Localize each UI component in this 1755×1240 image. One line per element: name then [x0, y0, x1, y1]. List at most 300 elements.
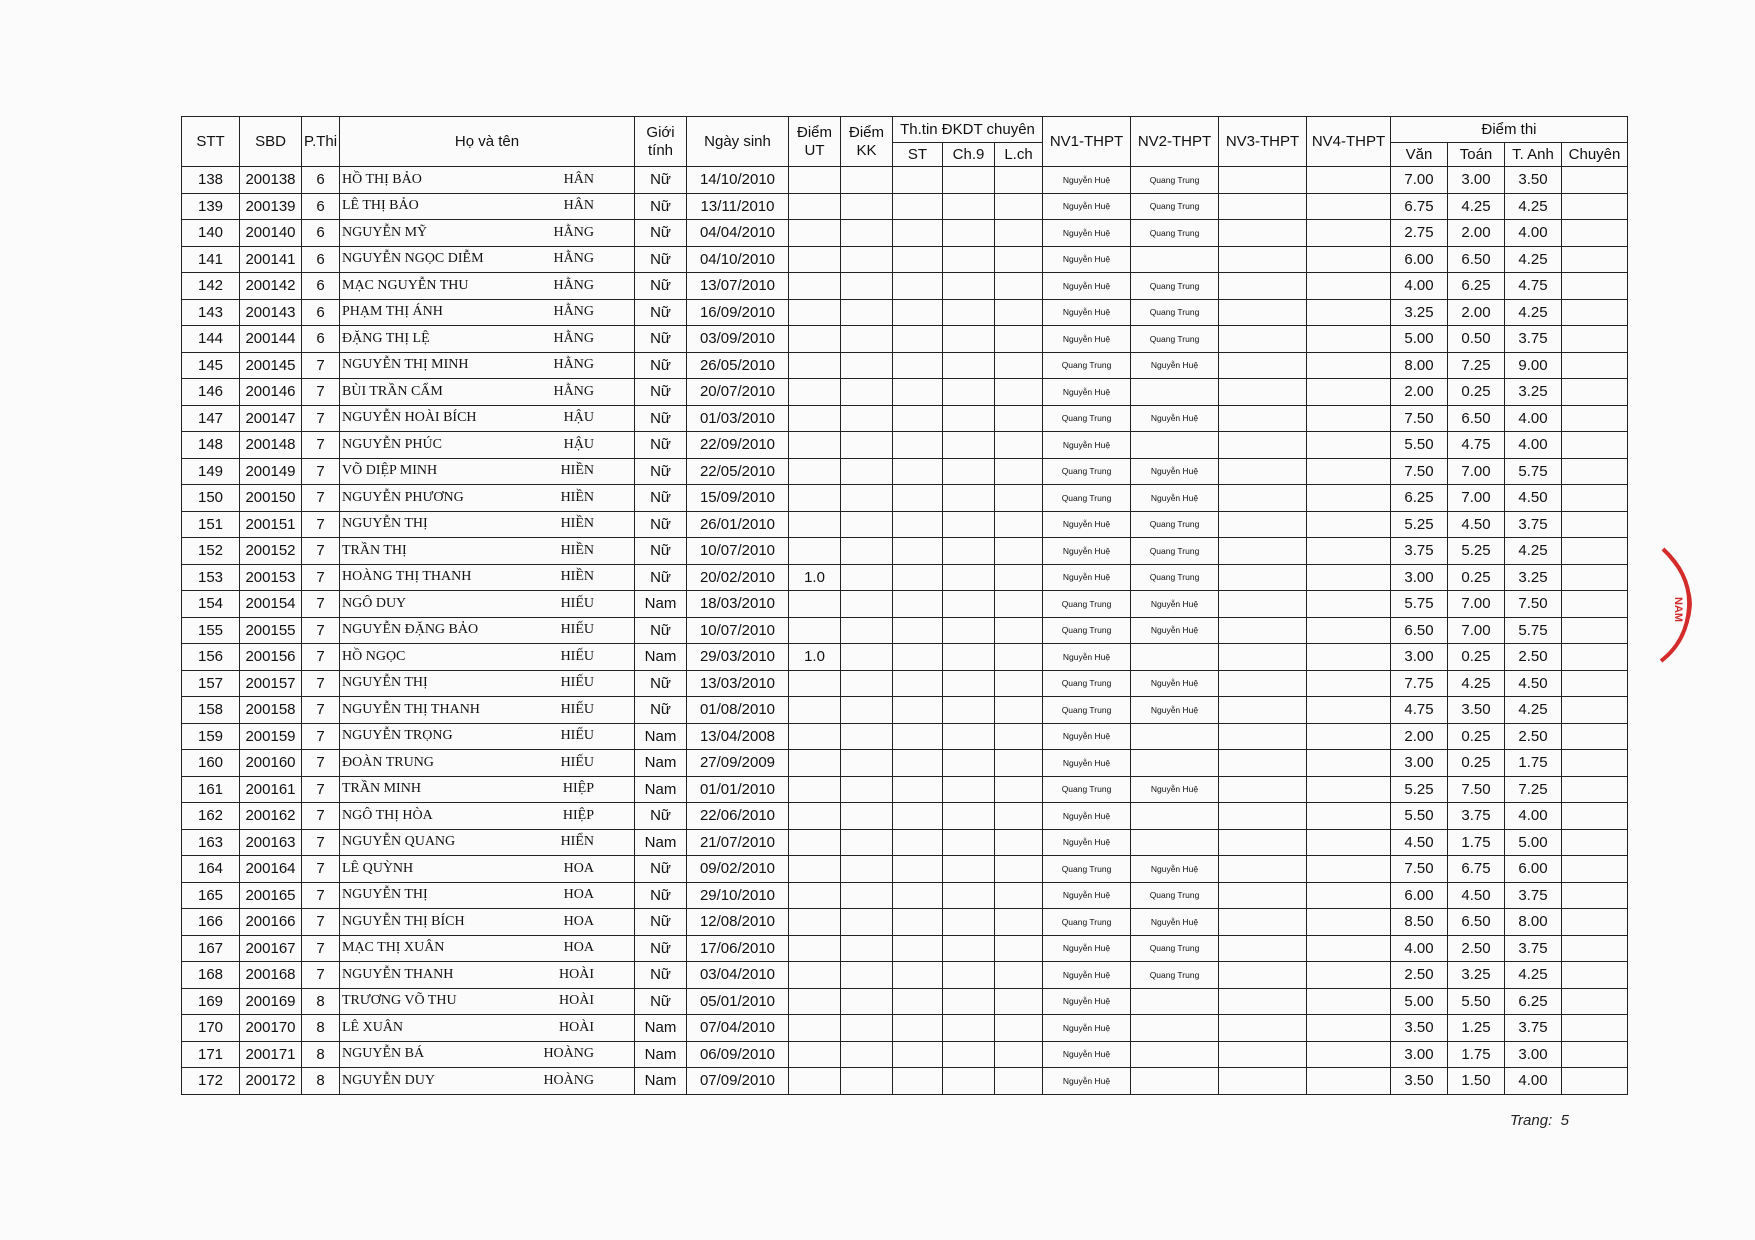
cell-diem-kk: [841, 829, 893, 856]
cell-diem-ut: [789, 220, 841, 247]
cell-lch: [995, 220, 1043, 247]
cell-toan: 4.50: [1448, 882, 1505, 909]
cell-diem-kk: [841, 167, 893, 194]
cell-lch: [995, 670, 1043, 697]
cell-nv4: [1307, 1041, 1391, 1068]
cell-st: [893, 299, 943, 326]
cell-ho-ten: [340, 988, 635, 1015]
cell-stt: 141: [182, 246, 240, 273]
ho-dem: NGÔ DUY: [342, 595, 407, 611]
cell-lch: [995, 511, 1043, 538]
cell-van: 5.00: [1391, 988, 1448, 1015]
cell-nv3: [1219, 935, 1307, 962]
cell-lch: [995, 750, 1043, 777]
cell-toan: 0.25: [1448, 564, 1505, 591]
cell-nv3: [1219, 299, 1307, 326]
cell-st: [893, 458, 943, 485]
table-row: [182, 220, 1628, 247]
cell-phong-thi: 7: [302, 538, 340, 565]
cell-stt: 138: [182, 167, 240, 194]
cell-diem-kk: [841, 1015, 893, 1042]
cell-nv3: [1219, 405, 1307, 432]
cell-chuyen: [1562, 697, 1628, 724]
cell-ngay-sinh: 04/10/2010: [687, 246, 789, 273]
cell-diem-ut: 1.0: [789, 644, 841, 671]
cell-van: 2.75: [1391, 220, 1448, 247]
cell-nv1: Nguyễn Huệ: [1043, 193, 1131, 220]
cell-nv3: [1219, 326, 1307, 353]
cell-gioi-tinh: Nữ: [635, 697, 687, 724]
cell-gioi-tinh: Nữ: [635, 538, 687, 565]
cell-gioi-tinh: Nam: [635, 1015, 687, 1042]
cell-sbd: 200144: [240, 326, 302, 353]
cell-lch: [995, 538, 1043, 565]
cell-chuyen: [1562, 750, 1628, 777]
cell-lch: [995, 352, 1043, 379]
cell-ch9: [943, 909, 995, 936]
cell-nv3: [1219, 750, 1307, 777]
cell-ho-ten: [340, 432, 635, 459]
cell-nv4: [1307, 1015, 1391, 1042]
cell-tieng-anh: 5.75: [1505, 458, 1562, 485]
ten: HIỆP: [562, 807, 594, 823]
cell-stt: 156: [182, 644, 240, 671]
cell-gioi-tinh: Nữ: [635, 273, 687, 300]
cell-tieng-anh: 8.00: [1505, 909, 1562, 936]
cell-diem-kk: [841, 962, 893, 989]
cell-phong-thi: 7: [302, 432, 340, 459]
cell-tieng-anh: 2.50: [1505, 723, 1562, 750]
table-row: [182, 1041, 1628, 1068]
ho-dem: TRẦN MINH: [342, 781, 421, 797]
cell-sbd: 200138: [240, 167, 302, 194]
ten: HIẾU: [560, 595, 594, 611]
cell-stt: 152: [182, 538, 240, 565]
cell-lch: [995, 458, 1043, 485]
cell-gioi-tinh: Nữ: [635, 856, 687, 883]
table-row: [182, 935, 1628, 962]
cell-st: [893, 246, 943, 273]
table-row: [182, 352, 1628, 379]
cell-phong-thi: 7: [302, 511, 340, 538]
cell-chuyen: [1562, 644, 1628, 671]
cell-diem-ut: [789, 485, 841, 512]
cell-st: [893, 723, 943, 750]
cell-sbd: 200164: [240, 856, 302, 883]
cell-nv4: [1307, 644, 1391, 671]
cell-tieng-anh: 6.25: [1505, 988, 1562, 1015]
cell-phong-thi: 6: [302, 326, 340, 353]
ten: HIỂN: [560, 834, 594, 850]
page-number: [1510, 1112, 1569, 1129]
cell-nv1: Quang Trung: [1043, 591, 1131, 618]
cell-toan: 4.50: [1448, 511, 1505, 538]
cell-sbd: 200149: [240, 458, 302, 485]
cell-toan: 1.25: [1448, 1015, 1505, 1042]
cell-stt: 153: [182, 564, 240, 591]
cell-van: 2.50: [1391, 962, 1448, 989]
ho-dem: NGUYỄN THANH: [342, 966, 454, 982]
cell-nv2: Nguyễn Huệ: [1131, 617, 1219, 644]
cell-diem-kk: [841, 723, 893, 750]
cell-nv3: [1219, 538, 1307, 565]
cell-chuyen: [1562, 776, 1628, 803]
cell-gioi-tinh: Nữ: [635, 432, 687, 459]
ten: HOA: [563, 940, 594, 956]
table-row: [182, 776, 1628, 803]
cell-nv1: Quang Trung: [1043, 776, 1131, 803]
cell-toan: 7.00: [1448, 485, 1505, 512]
cell-phong-thi: 7: [302, 962, 340, 989]
header-nv1: NV1-THPT: [1043, 117, 1131, 167]
cell-van: 3.75: [1391, 538, 1448, 565]
table-row: [182, 458, 1628, 485]
cell-gioi-tinh: Nữ: [635, 193, 687, 220]
cell-nv2: Nguyễn Huệ: [1131, 591, 1219, 618]
cell-st: [893, 432, 943, 459]
cell-chuyen: [1562, 458, 1628, 485]
cell-toan: 1.75: [1448, 1041, 1505, 1068]
cell-ngay-sinh: 21/07/2010: [687, 829, 789, 856]
cell-st: [893, 935, 943, 962]
cell-gioi-tinh: Nam: [635, 750, 687, 777]
cell-ho-ten: [340, 246, 635, 273]
cell-ch9: [943, 803, 995, 830]
cell-tieng-anh: 5.75: [1505, 617, 1562, 644]
cell-phong-thi: 7: [302, 405, 340, 432]
cell-van: 5.75: [1391, 591, 1448, 618]
cell-st: [893, 776, 943, 803]
cell-nv4: [1307, 1068, 1391, 1095]
cell-toan: 6.25: [1448, 273, 1505, 300]
cell-ch9: [943, 432, 995, 459]
cell-ngay-sinh: 29/10/2010: [687, 882, 789, 909]
cell-st: [893, 273, 943, 300]
cell-ngay-sinh: 12/08/2010: [687, 909, 789, 936]
cell-ch9: [943, 246, 995, 273]
cell-nv3: [1219, 829, 1307, 856]
cell-nv4: [1307, 220, 1391, 247]
cell-nv1: Nguyễn Huệ: [1043, 1041, 1131, 1068]
cell-st: [893, 167, 943, 194]
cell-nv4: [1307, 246, 1391, 273]
ten: HÂN: [563, 171, 594, 187]
ho-dem: LÊ QUỲNH: [342, 860, 414, 876]
cell-diem-kk: [841, 246, 893, 273]
ho-dem: NGUYỄN THỊ BÍCH: [342, 913, 465, 929]
cell-toan: 7.50: [1448, 776, 1505, 803]
cell-ngay-sinh: 07/09/2010: [687, 1068, 789, 1095]
cell-tieng-anh: 3.75: [1505, 326, 1562, 353]
cell-diem-ut: 1.0: [789, 564, 841, 591]
cell-nv2: Quang Trung: [1131, 326, 1219, 353]
cell-ch9: [943, 750, 995, 777]
cell-ho-ten: [340, 697, 635, 724]
ho-dem: NGUYỄN MỸ: [342, 224, 428, 240]
cell-ch9: [943, 617, 995, 644]
cell-toan: 0.25: [1448, 644, 1505, 671]
table-row: [182, 538, 1628, 565]
cell-sbd: 200153: [240, 564, 302, 591]
cell-toan: 7.00: [1448, 617, 1505, 644]
cell-st: [893, 1041, 943, 1068]
cell-nv1: Quang Trung: [1043, 485, 1131, 512]
cell-nv1: Nguyễn Huệ: [1043, 829, 1131, 856]
cell-phong-thi: 8: [302, 988, 340, 1015]
cell-gioi-tinh: Nữ: [635, 564, 687, 591]
cell-nv2: [1131, 1015, 1219, 1042]
cell-diem-ut: [789, 829, 841, 856]
table-row: [182, 193, 1628, 220]
ho-dem: NGÔ THỊ HÒA: [342, 807, 433, 823]
cell-st: [893, 538, 943, 565]
header-ch9: Ch.9: [943, 143, 995, 167]
ten: HẬU: [563, 436, 594, 452]
cell-van: 5.25: [1391, 511, 1448, 538]
cell-nv1: Nguyễn Huệ: [1043, 803, 1131, 830]
cell-ch9: [943, 644, 995, 671]
cell-gioi-tinh: Nữ: [635, 379, 687, 406]
cell-van: 5.00: [1391, 326, 1448, 353]
cell-van: 2.00: [1391, 379, 1448, 406]
cell-sbd: 200140: [240, 220, 302, 247]
cell-ngay-sinh: 14/10/2010: [687, 167, 789, 194]
cell-nv1: Nguyễn Huệ: [1043, 246, 1131, 273]
cell-nv2: Quang Trung: [1131, 564, 1219, 591]
cell-ch9: [943, 1041, 995, 1068]
cell-stt: 164: [182, 856, 240, 883]
cell-nv3: [1219, 1015, 1307, 1042]
cell-nv3: [1219, 723, 1307, 750]
cell-ho-ten: [340, 273, 635, 300]
cell-stt: 142: [182, 273, 240, 300]
cell-phong-thi: 7: [302, 379, 340, 406]
cell-van: 7.75: [1391, 670, 1448, 697]
cell-phong-thi: 7: [302, 564, 340, 591]
header-gioi-tinh: Giới tính: [635, 117, 687, 167]
cell-diem-ut: [789, 167, 841, 194]
cell-st: [893, 591, 943, 618]
cell-ngay-sinh: 01/01/2010: [687, 776, 789, 803]
cell-nv2: Nguyễn Huệ: [1131, 856, 1219, 883]
cell-phong-thi: 6: [302, 299, 340, 326]
ten: HẰNG: [553, 251, 594, 267]
cell-nv1: Nguyễn Huệ: [1043, 538, 1131, 565]
ho-dem: NGUYỄN THỊ THANH: [342, 701, 480, 717]
cell-diem-kk: [841, 697, 893, 724]
ho-dem: ĐOÀN TRUNG: [342, 754, 434, 770]
cell-nv1: Nguyễn Huệ: [1043, 935, 1131, 962]
cell-lch: [995, 485, 1043, 512]
ten: HOA: [563, 887, 594, 903]
cell-ngay-sinh: 13/11/2010: [687, 193, 789, 220]
cell-nv1: Quang Trung: [1043, 352, 1131, 379]
cell-toan: 7.25: [1448, 352, 1505, 379]
cell-diem-kk: [841, 511, 893, 538]
cell-chuyen: [1562, 379, 1628, 406]
cell-diem-kk: [841, 988, 893, 1015]
ten: HIỆP: [562, 781, 594, 797]
cell-nv4: [1307, 882, 1391, 909]
cell-ch9: [943, 1068, 995, 1095]
header-van: Văn: [1391, 143, 1448, 167]
header-st: ST: [893, 143, 943, 167]
cell-chuyen: [1562, 352, 1628, 379]
cell-nv3: [1219, 617, 1307, 644]
cell-nv4: [1307, 538, 1391, 565]
cell-chuyen: [1562, 988, 1628, 1015]
cell-tieng-anh: 4.00: [1505, 432, 1562, 459]
cell-ho-ten: [340, 299, 635, 326]
ho-dem: VÕ DIỆP MINH: [342, 463, 438, 479]
cell-stt: 161: [182, 776, 240, 803]
ho-dem: TRƯƠNG VÕ THU: [342, 993, 457, 1009]
table-row: [182, 829, 1628, 856]
cell-nv3: [1219, 220, 1307, 247]
cell-phong-thi: 7: [302, 591, 340, 618]
cell-nv1: Nguyễn Huệ: [1043, 167, 1131, 194]
page-label: Trang:: [1510, 1112, 1553, 1129]
cell-ch9: [943, 935, 995, 962]
cell-ngay-sinh: 03/04/2010: [687, 962, 789, 989]
cell-van: 5.50: [1391, 803, 1448, 830]
cell-st: [893, 617, 943, 644]
cell-phong-thi: 7: [302, 485, 340, 512]
cell-ngay-sinh: 06/09/2010: [687, 1041, 789, 1068]
cell-st: [893, 856, 943, 883]
cell-diem-ut: [789, 1068, 841, 1095]
cell-nv2: [1131, 644, 1219, 671]
cell-nv2: [1131, 1041, 1219, 1068]
cell-tieng-anh: 3.75: [1505, 935, 1562, 962]
cell-nv4: [1307, 167, 1391, 194]
cell-st: [893, 962, 943, 989]
cell-toan: 5.50: [1448, 988, 1505, 1015]
cell-nv4: [1307, 326, 1391, 353]
cell-ho-ten: [340, 962, 635, 989]
cell-lch: [995, 273, 1043, 300]
header-toan: Toán: [1448, 143, 1505, 167]
cell-nv2: Quang Trung: [1131, 511, 1219, 538]
cell-chuyen: [1562, 829, 1628, 856]
cell-lch: [995, 988, 1043, 1015]
cell-nv3: [1219, 856, 1307, 883]
cell-nv2: Nguyễn Huệ: [1131, 670, 1219, 697]
cell-nv3: [1219, 246, 1307, 273]
header-tieng-anh: T. Anh: [1505, 143, 1562, 167]
cell-ho-ten: [340, 591, 635, 618]
header-diem-thi: Điểm thi: [1391, 117, 1628, 143]
cell-phong-thi: 6: [302, 193, 340, 220]
ho-dem: HỒ NGỌC: [342, 648, 406, 664]
cell-van: 7.50: [1391, 458, 1448, 485]
ten: HIỀN: [560, 542, 594, 558]
cell-gioi-tinh: Nữ: [635, 485, 687, 512]
table-row: [182, 697, 1628, 724]
cell-diem-ut: [789, 458, 841, 485]
cell-sbd: 200154: [240, 591, 302, 618]
page-number-value: 5: [1560, 1112, 1569, 1129]
cell-nv2: [1131, 750, 1219, 777]
cell-st: [893, 644, 943, 671]
cell-ngay-sinh: 03/09/2010: [687, 326, 789, 353]
cell-diem-kk: [841, 750, 893, 777]
cell-gioi-tinh: Nữ: [635, 167, 687, 194]
cell-tieng-anh: 3.25: [1505, 564, 1562, 591]
cell-phong-thi: 7: [302, 697, 340, 724]
cell-gioi-tinh: Nữ: [635, 670, 687, 697]
cell-nv2: Nguyễn Huệ: [1131, 909, 1219, 936]
cell-nv2: Quang Trung: [1131, 882, 1219, 909]
cell-gioi-tinh: Nữ: [635, 882, 687, 909]
cell-chuyen: [1562, 538, 1628, 565]
cell-nv2: Quang Trung: [1131, 935, 1219, 962]
cell-phong-thi: 7: [302, 803, 340, 830]
cell-ngay-sinh: 22/09/2010: [687, 432, 789, 459]
cell-lch: [995, 405, 1043, 432]
cell-phong-thi: 7: [302, 776, 340, 803]
cell-diem-kk: [841, 538, 893, 565]
cell-nv1: Nguyễn Huệ: [1043, 299, 1131, 326]
cell-toan: 3.75: [1448, 803, 1505, 830]
cell-st: [893, 326, 943, 353]
cell-st: [893, 511, 943, 538]
cell-van: 3.00: [1391, 750, 1448, 777]
cell-toan: 7.00: [1448, 591, 1505, 618]
cell-tieng-anh: 4.25: [1505, 697, 1562, 724]
cell-nv1: Nguyễn Huệ: [1043, 1068, 1131, 1095]
ten: HẬU: [563, 410, 594, 426]
cell-lch: [995, 829, 1043, 856]
table-row: [182, 750, 1628, 777]
cell-nv3: [1219, 485, 1307, 512]
cell-van: 3.00: [1391, 644, 1448, 671]
cell-ngay-sinh: 29/03/2010: [687, 644, 789, 671]
cell-lch: [995, 909, 1043, 936]
cell-sbd: 200159: [240, 723, 302, 750]
cell-nv2: Quang Trung: [1131, 220, 1219, 247]
cell-nv1: Nguyễn Huệ: [1043, 723, 1131, 750]
table-row: [182, 299, 1628, 326]
ho-dem: NGUYỄN HOÀI BÍCH: [342, 410, 477, 426]
cell-lch: [995, 299, 1043, 326]
table-row: [182, 988, 1628, 1015]
cell-sbd: 200157: [240, 670, 302, 697]
cell-diem-kk: [841, 405, 893, 432]
cell-chuyen: [1562, 167, 1628, 194]
cell-diem-kk: [841, 644, 893, 671]
cell-tieng-anh: 2.50: [1505, 644, 1562, 671]
cell-lch: [995, 246, 1043, 273]
cell-ngay-sinh: 22/05/2010: [687, 458, 789, 485]
cell-diem-ut: [789, 909, 841, 936]
cell-ch9: [943, 776, 995, 803]
table-row: [182, 644, 1628, 671]
cell-ho-ten: [340, 538, 635, 565]
cell-diem-ut: [789, 750, 841, 777]
cell-ho-ten: [340, 1041, 635, 1068]
cell-nv2: Quang Trung: [1131, 962, 1219, 989]
cell-stt: 172: [182, 1068, 240, 1095]
cell-sbd: 200146: [240, 379, 302, 406]
cell-ch9: [943, 167, 995, 194]
cell-nv3: [1219, 697, 1307, 724]
ten: HIẾU: [560, 701, 594, 717]
cell-ch9: [943, 485, 995, 512]
cell-nv3: [1219, 644, 1307, 671]
ho-dem: TRẦN THỊ: [342, 542, 407, 558]
cell-phong-thi: 7: [302, 723, 340, 750]
